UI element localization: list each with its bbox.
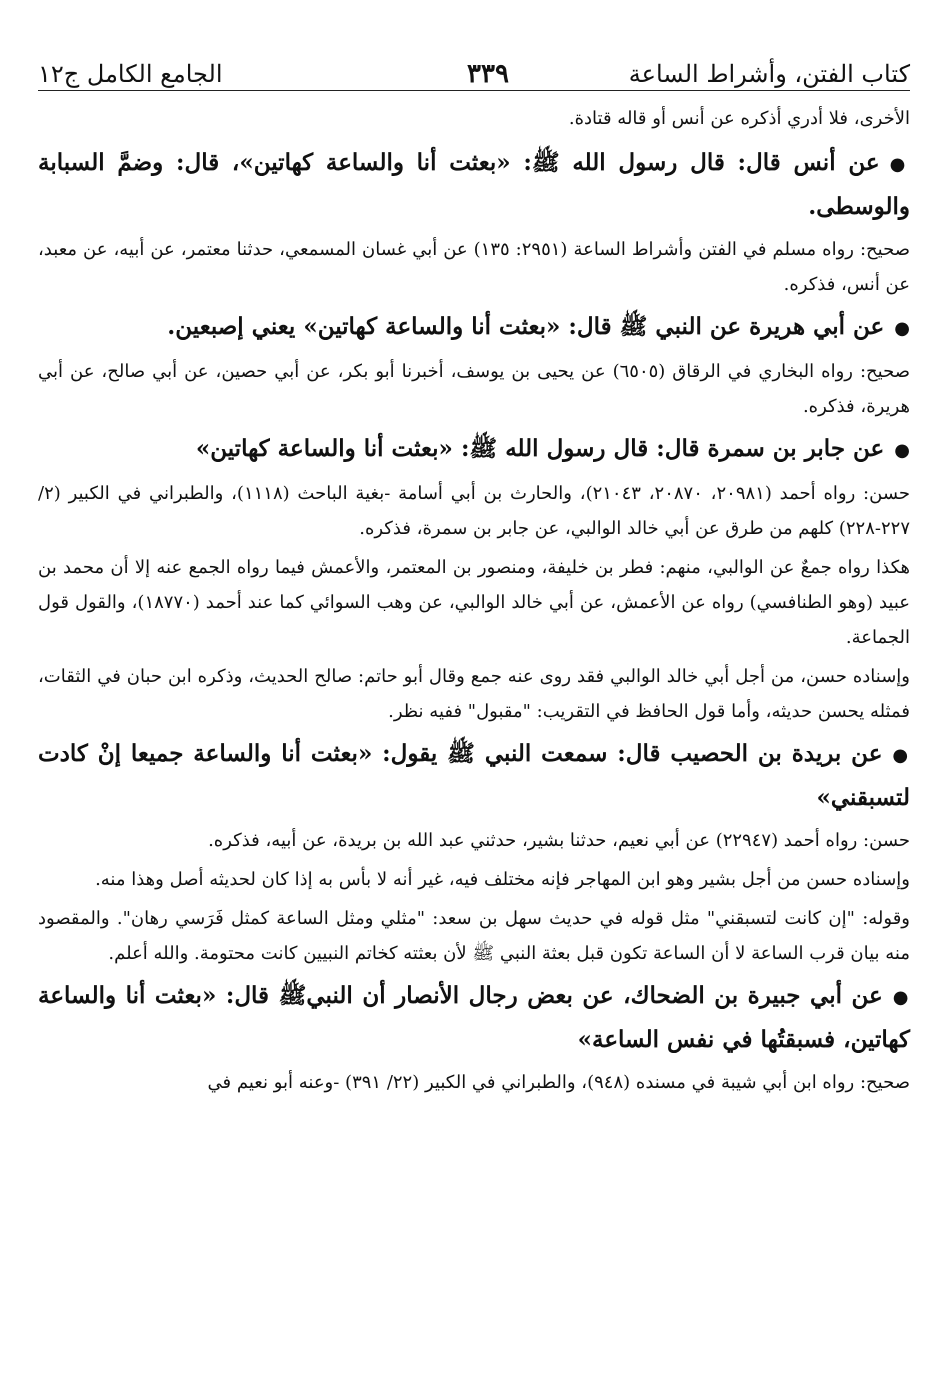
- continuation-line: الأخرى، فلا أدري أذكره عن أنس أو قاله قتادة.: [568, 108, 910, 129]
- hadith-text: [38, 142, 910, 228]
- bullet-icon: ●: [892, 745, 910, 766]
- hadith-text: [38, 733, 910, 819]
- takhrij-text: صحيح: رواه ابن أبي شيبة في مسنده (٩٤٨)، والطبراني في الكبير (٢٢/ ٣٩١) -وعنه أبو نعيم في: [207, 1072, 910, 1093]
- hadith-body: عن بريدة بن الحصيب قال: سمعت النبي ﷺ يقول: «بعثت أنا والساعة جميعا إنْ كادت لتسبقني»: [38, 740, 910, 811]
- hadith-text: [38, 306, 910, 350]
- bullet-icon: ●: [894, 440, 910, 461]
- hadith-text: [38, 975, 910, 1061]
- hadith-body: عن أبي جبيرة بن الضحاك، عن بعض رجال الأنصار أن النبيﷺ قال: «بعثت أنا والساعة كهاتين، فسبقتُها في نفس الساعة»: [38, 982, 910, 1053]
- page-body: [38, 91, 910, 1100]
- hadith-body: عن أبي هريرة عن النبي ﷺ قال: «بعثت أنا والساعة كهاتين» يعني إصبعين.: [167, 313, 885, 340]
- takhrij-text: حسن: رواه أحمد (٢٢٩٤٧) عن أبي نعيم، حدثنا بشير، حدثني عبد الله بن بريدة، عن أبيه، فذكره.: [208, 830, 910, 851]
- running-title-book: كتاب الفتن، وأشراط الساعة: [628, 60, 910, 88]
- hadith-body: عن جابر بن سمرة قال: قال رسول الله ﷺ: «بعثت أنا والساعة كهاتين»: [195, 435, 885, 462]
- commentary-text: وإسناده حسن، من أجل أبي خالد الوالبي فقد روى عنه جمع وقال أبو حاتم: صالح الحديث، وذكره ابن حبان في الثقات، فمثله يحسن حديثه، وأما قول الحافظ في التقريب: "مقبول" ففيه نظر.: [38, 666, 910, 722]
- page-header: [38, 0, 910, 91]
- takhrij-text: حسن: رواه أحمد (٢٠٩٨١، ٢٠٨٧٠، ٢١٠٤٣)، والحارث بن أبي أسامة -بغية الباحث (١١١٨)، والطبراني في الكبير (٢/ ٢٢٧-٢٢٨) كلهم من طرق عن أبي خالد الوالبي، عن جابر بن سمرة، فذكره.: [38, 483, 911, 539]
- hadith-body: عن أنس قال: قال رسول الله ﷺ: «بعثت أنا والساعة كهاتين»، قال: وضمَّ السبابة والوسطى.: [38, 149, 910, 220]
- hadith-text: [38, 428, 910, 472]
- running-title-collection: الجامع الكامل ج١٢: [38, 60, 223, 88]
- bullet-icon: ●: [892, 987, 910, 1008]
- commentary-text: هكذا رواه جمعٌ عن الوالبي، منهم: فطر بن خليفة، ومنصور بن المعتمر، والأعمش فيما رواه الجمع عنه إلا أن محمد بن عبيد (وهو الطنافسي) رواه عن الأعمش، عن أبي خالد الوالبي، عن وهب السوائي كما عند أحمد (١٨٧٧٠)، والقول قول الجماعة.: [38, 557, 910, 648]
- commentary-text: وإسناده حسن من أجل بشير وهو ابن المهاجر فإنه مختلف فيه، غير أنه لا بأس به إذا كان لحديثه أصل وهذا منه.: [95, 869, 910, 890]
- bullet-icon: ●: [889, 154, 910, 175]
- commentary-text: وقوله: "إن كانت لتسبقني" مثل قوله في حديث سهل بن سعد: "مثلي ومثل الساعة كمثل فَرَسي رهان". والمقصود منه بيان قرب الساعة لا أن الساعة تكون قبل بعثة النبي ﷺ لأن بعثته كخاتم النبيين كانت محتومة. والله أعلم.: [38, 908, 910, 964]
- takhrij-text: صحيح: رواه البخاري في الرقاق (٦٥٠٥) عن يحيى بن يوسف، أخبرنا أبو بكر، عن أبي حصين، عن أبي صالح، عن أبي هريرة، فذكره.: [38, 361, 910, 417]
- takhrij-text: صحيح: رواه مسلم في الفتن وأشراط الساعة (٢٩٥١: ١٣٥) عن أبي غسان المسمعي، حدثنا معتمر، عن أبيه، عن معبد، عن أنس، فذكره.: [38, 239, 910, 295]
- page-number: ٣٣٩: [467, 59, 509, 89]
- bullet-icon: ●: [894, 318, 910, 339]
